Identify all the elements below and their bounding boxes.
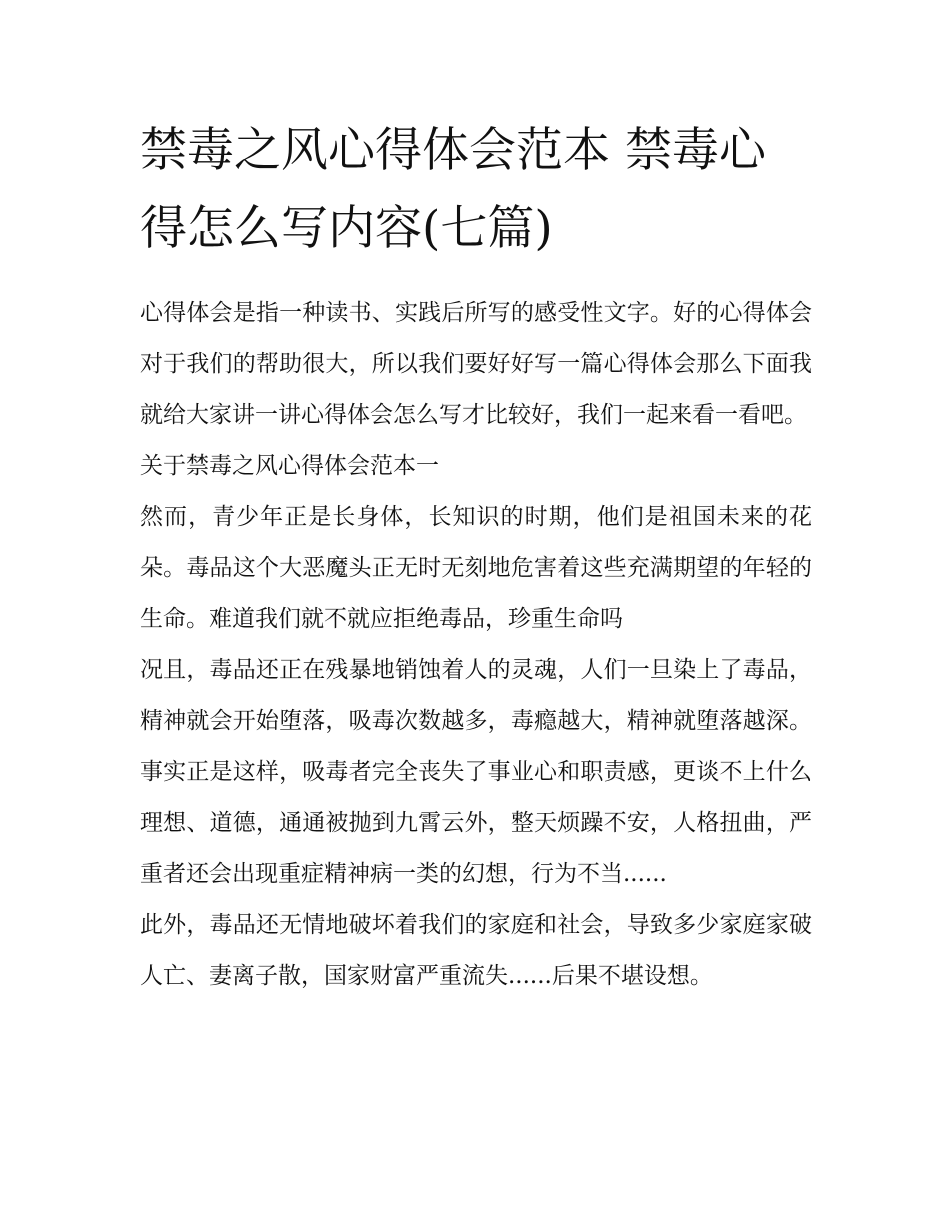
paragraph-society: 此外，毒品还无情地破坏着我们的家庭和社会，导致多少家庭家破人亡、妻离子散，国家财富严重流失......后果不堪设想。 bbox=[140, 912, 812, 989]
document-page bbox=[140, 112, 812, 1002]
section-heading: 关于禁毒之风心得体会范本一 bbox=[140, 453, 439, 479]
paragraph-intro: 心得体会是指一种读书、实践后所写的感受性文字。好的心得体会对于我们的帮助很大，所以我们要好好写一篇心得体会那么下面我就给大家讲一讲心得体会怎么写才比较好，我们一起来看一看吧。 bbox=[140, 300, 812, 428]
paragraph-soul: 况且，毒品还正在残暴地销蚀着人的灵魂，人们一旦染上了毒品，精神就会开始堕落，吸毒次数越多，毒瘾越大，精神就堕落越深。事实正是这样，吸毒者完全丧失了事业心和职责感，更谈不上什么理想、道德，通通被抛到九霄云外，整天烦躁不安，人格扭曲，严重者还会出现重症精神病一类的幻想，行为不当...... bbox=[140, 657, 812, 887]
document-title: 禁毒之风心得体会范本 禁毒心得怎么写内容(七篇) bbox=[140, 123, 766, 256]
paragraph-youth: 然而，青少年正是长身体，长知识的时期，他们是祖国未来的花朵。毒品这个大恶魔头正无时无刻地危害着这些充满期望的年轻的生命。难道我们就不就应拒绝毒品，珍重生命吗 bbox=[140, 504, 812, 632]
document-body bbox=[140, 288, 812, 1002]
